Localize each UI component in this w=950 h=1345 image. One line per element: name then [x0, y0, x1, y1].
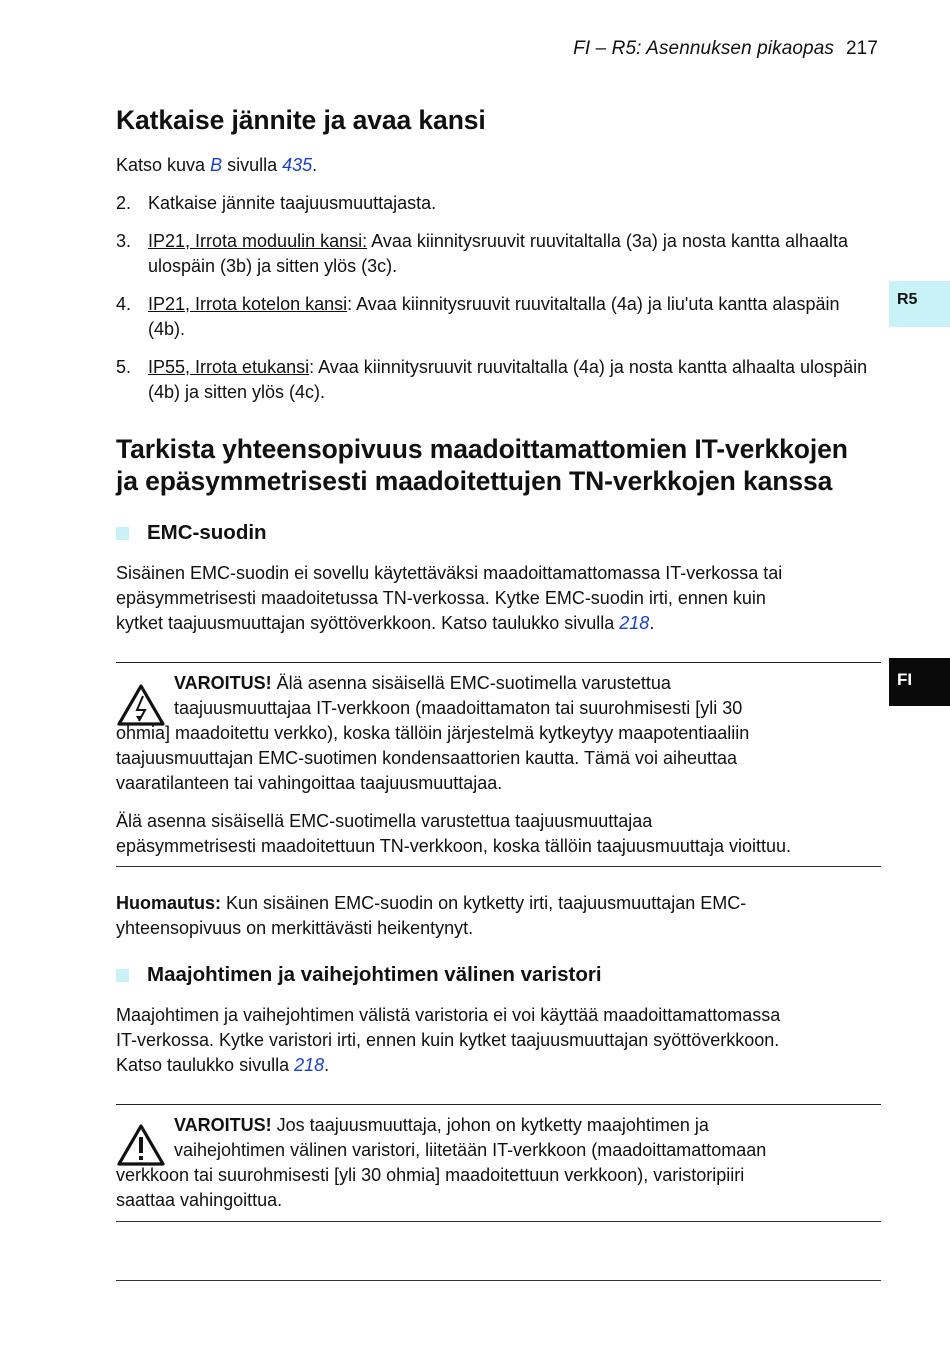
page-link[interactable]: 435 — [282, 155, 313, 175]
note-paragraph — [116, 891, 881, 941]
warning-line: taajuusmuuttajaa IT-verkkoon (maadoittamaton tai suurohmisesti [yli 30 — [174, 698, 743, 718]
subsection-heading — [116, 963, 881, 987]
electric-hazard-warning-icon — [116, 683, 166, 727]
warning-text — [116, 1113, 881, 1213]
list-item — [116, 292, 881, 342]
warning-line: taajuusmuuttajan EMC-suotimen kondensaattorien kautta. Tämä voi aiheuttaa — [116, 748, 738, 768]
warning-text — [116, 671, 881, 796]
section-disconnect-power — [116, 104, 881, 405]
warning-line: saattaa vahingoittua. — [116, 1190, 283, 1210]
section-title-line2: ja epäsymmetrisesti maadoitettujen TN-verkkojen kanssa — [116, 466, 833, 496]
emc-paragraph — [116, 561, 881, 636]
general-warning-icon — [116, 1123, 166, 1167]
step-text — [148, 229, 881, 279]
step-number: 2. — [116, 193, 132, 213]
intro-text: Katso kuva — [116, 155, 211, 175]
list-item — [116, 229, 881, 279]
warning-body — [116, 671, 881, 859]
warning-label: VAROITUS! — [174, 673, 272, 693]
warning-box-emc — [116, 662, 881, 867]
footer-rule — [116, 1280, 881, 1281]
warning-label: VAROITUS! — [174, 1115, 272, 1135]
side-tab-fi-label: FI — [897, 670, 913, 689]
step-body: Avaa kiinnitysruuvit ruuvitaltalla (3a) ja nosta kantta alhaalta ulospäin (3b) ja sitten ylös (3c). — [148, 231, 849, 276]
heading-bullet — [116, 969, 129, 982]
step-label: IP21, Irrota kotelon kansi — [148, 294, 348, 314]
warning-top-rule — [116, 1104, 881, 1105]
page-number: 217 — [845, 38, 878, 59]
step-number: 3. — [116, 231, 132, 251]
step-label: IP21, Irrota moduulin kansi: — [148, 231, 368, 251]
warning-line: ohmia] maadoitettu verkko), koska tällöin järjestelmä kytkeytyy maapotentiaaliin — [116, 723, 750, 743]
subsection-heading-text: Maajohtimen ja vaihejohtimen välinen varistori — [147, 963, 602, 986]
intro-text-middle: sivulla — [222, 155, 283, 175]
step-body: : Avaa kiinnitysruuvit ruuvitaltalla (4a) ja nosta kantta alhaalta ulospäin (4b) ja sitten ylös (4c). — [148, 357, 868, 402]
note-label: Huomautus: — [116, 893, 221, 913]
varistor-paragraph — [116, 1003, 881, 1078]
subsection-emc — [116, 521, 881, 636]
paragraph-line: Maajohtimen ja vaihejohtimen välistä varistoria ei voi käyttää maadoittamattomassa — [116, 1005, 781, 1025]
list-item — [116, 355, 881, 405]
note-line: yhteensopivuus on merkittävästi heikentynyt. — [116, 918, 474, 938]
section-compatibility — [116, 433, 881, 497]
paragraph-line: Sisäinen EMC-suodin ei sovellu käytettäväksi maadoittamattomassa IT-verkossa tai — [116, 563, 783, 583]
warning-bottom-rule — [116, 866, 881, 867]
section-title-line1: Tarkista yhteensopivuus maadoittamattomien IT-verkkojen — [116, 434, 848, 464]
warning-first-line — [116, 671, 671, 696]
warning-line: Älä asenna sisäisellä EMC-suotimella varustettua taajuusmuuttajaa — [116, 811, 653, 831]
paragraph-end: . — [324, 1055, 330, 1075]
paragraph-line: IT-verkossa. Kytke varistori irti, ennen kuin kytket taajuusmuuttajan syöttöverkkoon. — [116, 1030, 780, 1050]
paragraph-end: . — [649, 613, 655, 633]
intro-paragraph — [116, 153, 881, 178]
warning-body — [116, 1113, 881, 1213]
figure-link[interactable]: B — [210, 155, 223, 175]
warning-line: Älä asenna sisäisellä EMC-suotimella varustettua — [271, 673, 671, 693]
warning-line: epäsymmetrisesti maadoitettuun TN-verkkoon, koska tällöin taajuusmuuttaja vioittuu. — [116, 836, 791, 856]
paragraph-line: epäsymmetrisesti maadoitetussa TN-verkossa. Kytke EMC-suodin irti, ennen kuin — [116, 588, 766, 608]
intro-text-end: . — [312, 155, 318, 175]
warning-line: vaaratilanteen tai vahingoittaa taajuusmuuttajaa. — [116, 773, 503, 793]
note — [116, 891, 881, 941]
step-text: Katkaise jännite taajuusmuuttajasta. — [148, 193, 437, 213]
step-body: : Avaa kiinnitysruuvit ruuvitaltalla (4a) ja liu'uta kantta alaspäin (4b). — [148, 294, 840, 339]
paragraph-line: Katso taulukko sivulla — [116, 1055, 295, 1075]
side-tab-r5[interactable] — [889, 281, 950, 327]
warning-paragraph-2 — [116, 809, 881, 859]
step-number: 4. — [116, 294, 132, 314]
side-tab-fi[interactable] — [889, 658, 950, 706]
page-link[interactable]: 218 — [619, 613, 650, 633]
header-title: FI – R5: Asennuksen pikaopas — [573, 38, 834, 59]
warning-line: Jos taajuusmuuttaja, johon on kytketty maajohtimen ja — [271, 1115, 709, 1135]
page-link[interactable]: 218 — [294, 1055, 325, 1075]
subsection-heading-text: EMC-suodin — [147, 521, 267, 544]
warning-bottom-rule — [116, 1221, 881, 1222]
section-title: Katkaise jännite ja avaa kansi — [116, 105, 486, 135]
step-text — [148, 355, 881, 405]
heading-bullet — [116, 527, 129, 540]
warning-top-rule — [116, 662, 881, 663]
paragraph-line: kytket taajuusmuuttajan syöttöverkkoon. Katso taulukko sivulla — [116, 613, 620, 633]
warning-line: vaihejohtimen välinen varistori, liitetään IT-verkkoon (maadoittamattomaan — [174, 1140, 767, 1160]
step-text — [148, 292, 881, 342]
running-header — [573, 38, 878, 60]
step-label: IP55, Irrota etukansi — [148, 357, 310, 377]
list-item — [116, 191, 881, 216]
warning-first-line — [116, 1113, 709, 1138]
side-tab-r5-label: R5 — [897, 291, 918, 308]
warning-line: verkkoon tai suurohmisesti [yli 30 ohmia] maadoitettuun verkkoon), varistoripiiri — [116, 1165, 745, 1185]
subsection-heading — [116, 521, 881, 545]
note-line: Kun sisäinen EMC-suodin on kytketty irti, taajuusmuuttajan EMC- — [221, 893, 747, 913]
step-number: 5. — [116, 357, 132, 377]
warning-box-varistor — [116, 1104, 881, 1222]
subsection-varistor — [116, 963, 881, 1078]
